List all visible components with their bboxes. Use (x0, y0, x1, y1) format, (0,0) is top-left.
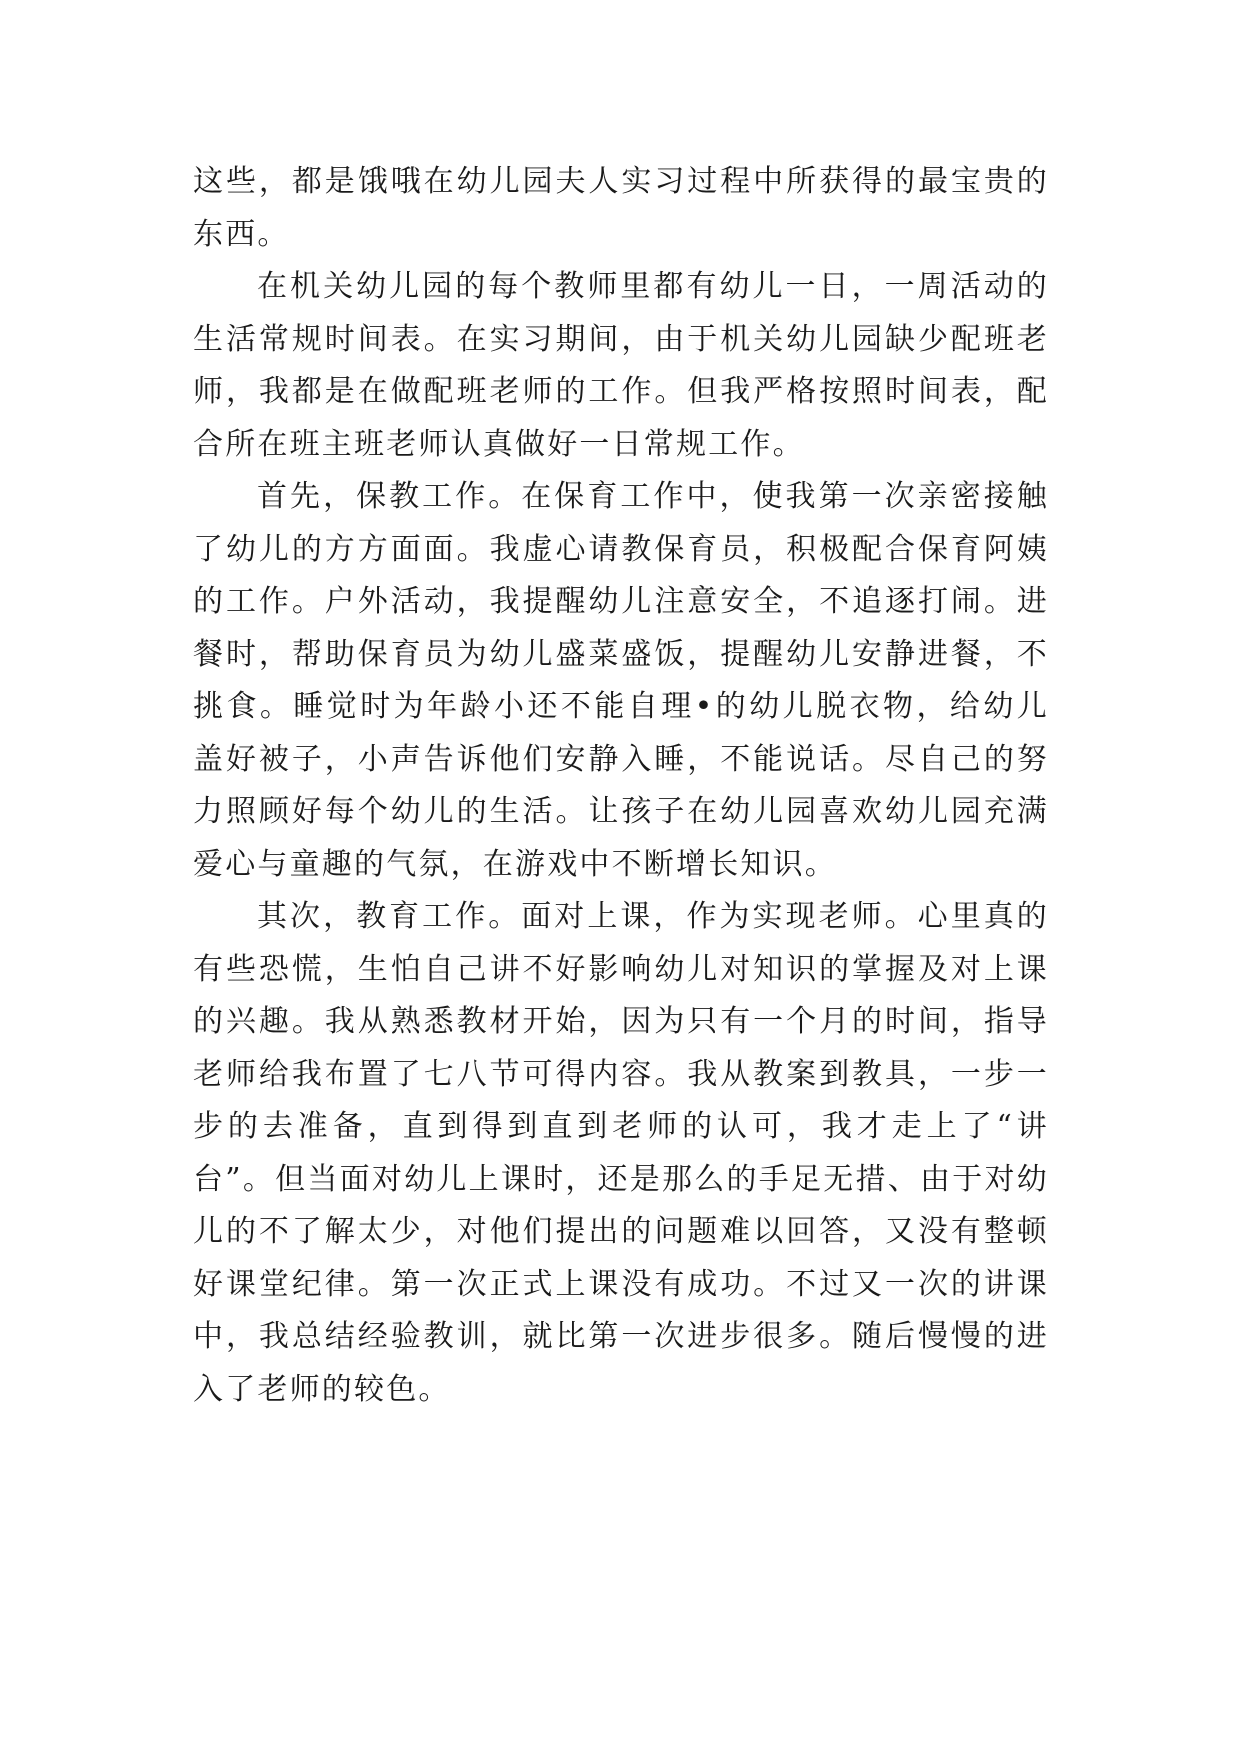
paragraph-teaching-work: 其次，教育工作。面对上课，作为实现老师。心里真的有些恐慌，生怕自己讲不好影响幼儿对知识的掌握及对上课的兴趣。我从熟悉教材开始，因为只有一个月的时间，指导老师给我布置了七八节可得内容。我从教案到教具，一步一步的去准备，直到得到直到老师的认可，我才走上了“讲台”。但当面对幼儿上课时，还是那么的手足无措、由于对幼儿的不了解太少，对他们提出的问题难以回答，又没有整顿好课堂纪律。第一次正式上课没有成功。不过又一次的讲课中，我总结经验教训，就比第一次进步很多。随后慢慢的进入了老师的较色。 (193, 899, 1049, 1407)
paragraph-continuation: 这些，都是饿哦在幼儿园夫人实习过程中所获得的最宝贵的东西。 (193, 164, 1049, 252)
paragraph-daily-routine: 在机关幼儿园的每个教师里都有幼儿一日，一周活动的生活常规时间表。在实习期间，由于机关幼儿园缺少配班老师，我都是在做配班老师的工作。但我严格按照时间表，配合所在班主班老师认真做好一日常规工作。 (193, 269, 1049, 462)
paragraph-care-work: 首先，保教工作。在保育工作中，使我第一次亲密接触了幼儿的方方面面。我虚心请教保育员，积极配合保育阿姨的工作。户外活动，我提醒幼儿注意安全，不追逐打闹。进餐时，帮助保育员为幼儿盛菜盛饭，提醒幼儿安静进餐，不挑食。睡觉时为年龄小还不能自理•的幼儿脱衣物，给幼儿盖好被子，小声告诉他们安静入睡，不能说话。尽自己的努力照顾好每个幼儿的生活。让孩子在幼儿园喜欢幼儿园充满爱心与童趣的气氛，在游戏中不断增长知识。 (193, 479, 1049, 882)
document-body (193, 156, 1049, 1416)
